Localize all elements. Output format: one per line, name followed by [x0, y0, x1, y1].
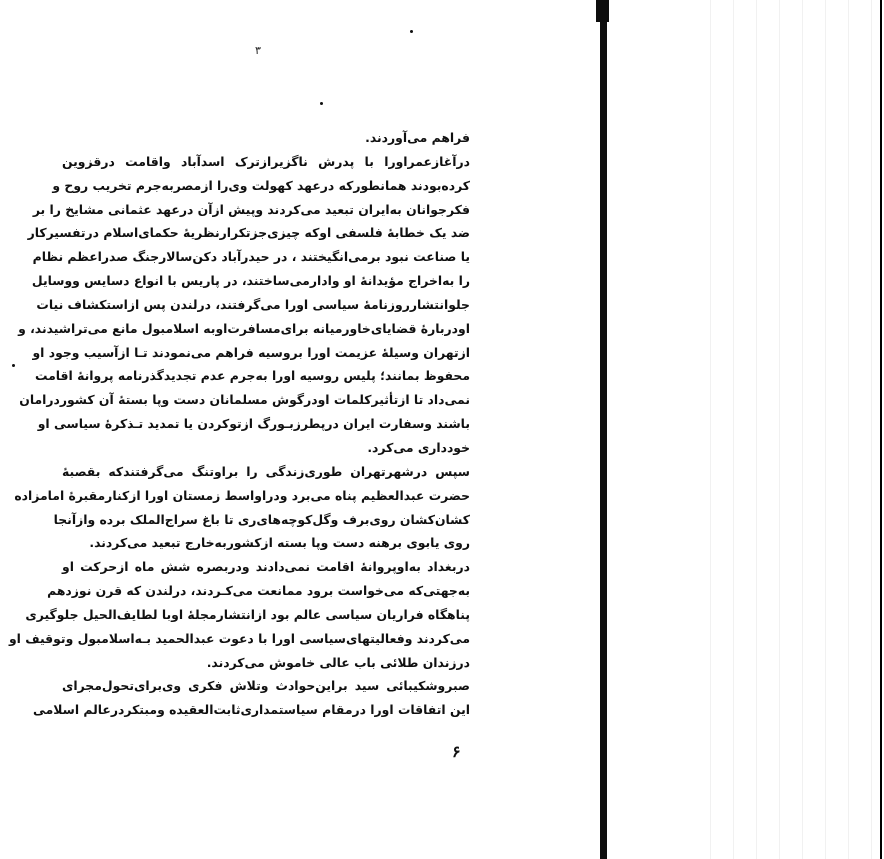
- text-line: پناهگاه فراریان سیاسی عالم بود ازانتشارمجلهٔ اوبا لطایف‌الحیل جلوگیری: [25, 606, 470, 622]
- text-line: فکرجوانان به‌ایران تبعید می‌کردند وپیش ازآن درعهد عثمانی مشایخ را بر: [32, 201, 470, 217]
- text-line: درزندان طلائی باب عالی خاموش می‌کردند.: [206, 654, 470, 670]
- scan-speck: [12, 364, 15, 367]
- text-line: می‌کردند وفعالیتهای‌سیاسی اورا با دعوت عبدالحمید بـه‌اسلامبول وتوقیف او: [8, 630, 470, 646]
- text-line: خودداری می‌کرد.: [367, 439, 470, 455]
- scan-noise-margin: [700, 0, 884, 859]
- text-line: کشان‌کشان روی‌برف وگل‌کوچه‌های‌ری تا باغ سراج‌الملک برده وازآنجا: [53, 511, 470, 527]
- text-line: این اتفاقات اورا درمقام سیاستمداری‌ثابت‌العقیده ومبتکردرعالم اسلامی: [33, 702, 470, 718]
- text-line: نمی‌داد تا ازتأثیرکلمات اودرگوش مسلمانان دست وپا بستهٔ آن کشوردرامان: [19, 392, 470, 408]
- text-line: اودربارهٔ قضایای‌خاورمیانه برای‌مسافرت‌اوبه اسلامبول مانع می‌تراشیدند، و: [18, 320, 470, 336]
- text-line: را به‌اخراج مؤیدانهٔ او وادارمی‌ساختند، در پاریس با انواع دسایس ووسایل: [31, 273, 470, 289]
- text-line: جلوانتشارروزنامهٔ سیاسی اورا می‌گرفتند، درلندن پس ازاستکشاف نیات: [36, 296, 470, 312]
- scan-edge-line: [880, 0, 882, 859]
- top-page-marker: ۳: [255, 44, 261, 57]
- text-line: درآغازعمراورا با پدرش ناگزیرازترک اسدآباد واقامت درقزوین: [62, 153, 470, 169]
- text-line: حضرت عبدالعظیم پناه می‌برد ودراواسط زمستان اورا ازکنارمقبرهٔ امامزاده: [14, 487, 470, 503]
- text-line: ضد یک خطابهٔ فلسفی اوکه چیزی‌جزتکرارنظریهٔ حکمای‌اسلام درتفسیرکار: [27, 225, 470, 241]
- text-line: فراهم می‌آوردند.: [365, 130, 470, 145]
- book-binding-shadow: [600, 0, 607, 859]
- text-line: سپس درشهرتهران طوری‌زندگی را براوتنگ می‌گرفتندکه بقصبهٔ: [62, 463, 470, 479]
- text-line: ازتهران وسیلهٔ عزیمت اورا بروسیه فراهم می‌نمودند تـا ازآسیب وجود او: [32, 344, 470, 360]
- text-line: به‌جهتی‌که می‌خواست برود ممانعت می‌کـردند، درلندن که قرن نوزدهم: [47, 583, 470, 599]
- text-line: کرده‌بودند همانطورکه درعهد کهولت وی‌را ازمصربه‌جرم تخریب روح و: [52, 177, 470, 193]
- page-number: ۶: [452, 742, 461, 761]
- text-line: محفوظ بمانند؛ پلیس روسیه اورا به‌جرم عدم تجدیدگذرنامه پروانهٔ اقامت: [34, 368, 470, 384]
- text-line: باشند وسفارت ایران درپطرزبـورگ ازتوکردن یا تمدید تـذکرهٔ سیاسی او: [37, 416, 470, 432]
- body-text: [8, 126, 470, 722]
- scan-speck: [320, 102, 323, 105]
- text-line: روی یابوی برهنه دست وپا بسته ازکشوربه‌خارج تبعید می‌کردند.: [89, 535, 470, 551]
- text-line: یا صناعت نبود برمی‌انگیختند ، در حیدرآباد دکن‌سالارجنگ صدراعظم نظام: [32, 249, 470, 265]
- text-line: دربغداد به‌اوپروانهٔ اقامت نمی‌دادند ودربصره شش ماه ازحرکت او: [62, 559, 470, 575]
- scan-speck: [410, 30, 413, 33]
- text-line: صبروشکیبائی سید براین‌حوادث وتلاش فکری وی‌برای‌تحول‌مجرای: [62, 678, 470, 694]
